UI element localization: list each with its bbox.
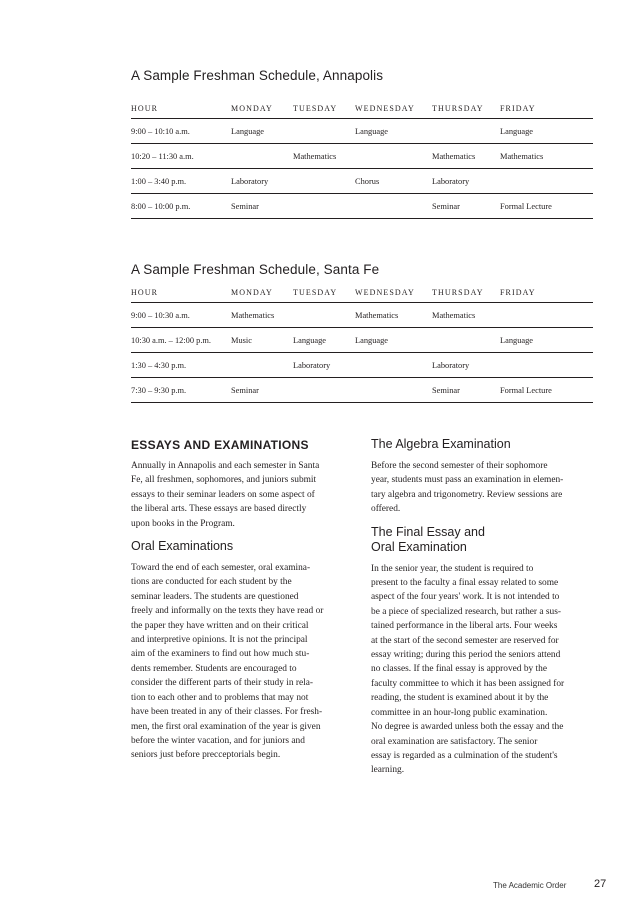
table-row [131,144,593,169]
text-line: upon books in the Program. [131,518,235,529]
final-essay-paragraph [371,562,593,778]
page-number: 27 [594,878,607,890]
table-cell: Music [231,328,293,353]
text-line: at the start of the second semester are reserved for [371,635,559,646]
table-row [131,169,593,194]
essays-paragraph [131,459,353,531]
column-header: THURSDAY [432,282,500,303]
text-line: Annually in Annapolis and each semester in Santa [131,461,320,471]
column-header: WEDNESDAY [355,282,432,303]
table-cell [231,144,293,169]
subsection-heading: The Algebra Examination [371,437,511,451]
table-cell: 8:00 – 10:00 p.m. [131,194,231,219]
subsection-heading [371,525,593,555]
heading-line: Oral Examination [371,539,467,554]
text-line: no classes. If the final essay is approved by the [371,664,547,675]
table-cell: Language [231,119,293,144]
column-header: FRIDAY [500,282,593,303]
table-cell: Mathematics [432,303,500,328]
right-column [371,437,593,778]
footer-section-label: The Academic Order [493,881,567,890]
table-cell: Laboratory [432,353,500,378]
text-line: No degree is awarded unless both the essay and the [371,722,564,733]
text-line: tions are conducted for each student by the [131,577,292,588]
text-line: before the winter vacation, and for juniors and [131,735,305,746]
subsection-heading: Oral Examinations [131,539,234,554]
column-header: THURSDAY [432,98,500,119]
table-row [131,119,593,144]
table-cell: Formal Lecture [500,378,593,403]
column-header: TUESDAY [293,282,355,303]
column-header: TUESDAY [293,98,355,119]
text-line: aim of the examiners to find out how much stu- [131,649,310,660]
schedule-title: A Sample Freshman Schedule, Annapolis [131,68,384,83]
column-header: MONDAY [231,98,293,119]
table-cell [293,303,355,328]
text-line: and interpretive opinions. It is not the principal [131,635,308,646]
text-line: Before the second semester of their sophomore [371,461,548,471]
algebra-paragraph [371,459,593,517]
table-cell: Seminar [432,194,500,219]
table-row [131,194,593,219]
table-cell: Mathematics [432,144,500,169]
table-cell [231,353,293,378]
table-cell: Seminar [231,378,293,403]
table-cell: Laboratory [432,169,500,194]
table-row [131,328,593,353]
text-line: In the senior year, the student is required to [371,563,534,574]
table-cell: Formal Lecture [500,194,593,219]
text-line: Toward the end of each semester, oral examina- [131,563,311,574]
table-cell: Seminar [432,378,500,403]
oral-exam-paragraph [131,561,353,763]
text-line: the paper they have written and on their critical [131,620,309,631]
text-line: present to the faculty a final essay related to some [371,578,559,589]
text-line: have been treated in any of their classes. For fresh- [131,707,323,718]
table-cell [355,378,432,403]
text-line: men, the first oral examination of the year is given [131,721,321,732]
table-cell: Mathematics [231,303,293,328]
section-heading: ESSAYS AND EXAMINATIONS [131,438,309,452]
column-header: MONDAY [231,282,293,303]
table-cell: Language [355,328,432,353]
table-cell: 10:30 a.m. – 12:00 p.m. [131,328,231,353]
table-cell: 9:00 – 10:30 a.m. [131,303,231,328]
text-line: be a piece of specialized research, but rather a sus- [371,606,562,617]
table-cell [500,303,593,328]
table-cell: 1:30 – 4:30 p.m. [131,353,231,378]
schedule-table-santa-fe [131,282,593,403]
table-cell: 10:20 – 11:30 a.m. [131,144,231,169]
table-cell [355,353,432,378]
table-cell: Mathematics [500,144,593,169]
text-line: dents remember. Students are encouraged to [131,663,297,674]
table-cell: Laboratory [293,353,355,378]
table-cell: Laboratory [231,169,293,194]
table-cell: Seminar [231,194,293,219]
table-cell [293,194,355,219]
text-line: essay is regarded as a culmination of the student's [371,750,558,761]
table-cell [293,378,355,403]
text-line: tary algebra and trigonometry. Review sessions are [371,489,563,500]
text-line: oral examination are satisfactory. The senior [371,736,538,747]
table-cell: 9:00 – 10:10 a.m. [131,119,231,144]
table-cell: Language [500,328,593,353]
text-line: tion to each other and to problems that may not [131,692,309,703]
text-line: essay writing; during this period the seniors attend [371,650,561,661]
table-cell [355,144,432,169]
text-line: the liberal arts. These essays are based directly [131,504,307,515]
text-line: consider the different parts of their study in rela- [131,678,314,689]
schedule-title: A Sample Freshman Schedule, Santa Fe [131,262,380,277]
table-row [131,378,593,403]
column-header: HOUR [131,98,231,119]
text-line: faculty committee to which it has been assigned for [371,678,565,689]
table-header-row [131,98,593,119]
text-line: seniors just before precceptorials begin. [131,750,281,761]
left-column [131,437,353,763]
text-line: tained performance in the liberal arts. Four weeks [371,621,558,632]
table-cell: Mathematics [355,303,432,328]
text-line: reading, the student is examined about it by the [371,693,549,704]
table-cell: 1:00 – 3:40 p.m. [131,169,231,194]
table-cell [432,119,500,144]
table-cell [293,119,355,144]
table-cell: 7:30 – 9:30 p.m. [131,378,231,403]
table-cell: Chorus [355,169,432,194]
text-line: learning. [371,765,405,776]
table-cell: Language [500,119,593,144]
text-line: committee in an hour-long public examination. [371,707,548,718]
text-line: freely and informally on the texts they have read or [131,606,324,617]
text-line: seminar leaders. The students are questioned [131,591,299,602]
table-cell [355,194,432,219]
heading-line: The Final Essay and [371,524,485,539]
column-header: HOUR [131,282,231,303]
text-line: aspect of the four years' work. It is not intended to [371,592,560,603]
text-line: essays to their seminar leaders on some aspect of [131,489,315,500]
text-line: year, students must pass an examination in elemen- [371,475,564,486]
table-header-row [131,282,593,303]
table-cell [500,353,593,378]
column-header: FRIDAY [500,98,593,119]
table-row [131,303,593,328]
table-cell: Mathematics [293,144,355,169]
column-header: WEDNESDAY [355,98,432,119]
table-cell: Language [293,328,355,353]
text-line: offered. [371,504,401,515]
table-cell [500,169,593,194]
table-cell: Language [355,119,432,144]
table-row [131,353,593,378]
schedule-table-annapolis [131,98,593,219]
text-line: Fe, all freshmen, sophomores, and juniors submit [131,475,317,486]
table-cell [293,169,355,194]
table-cell [432,328,500,353]
